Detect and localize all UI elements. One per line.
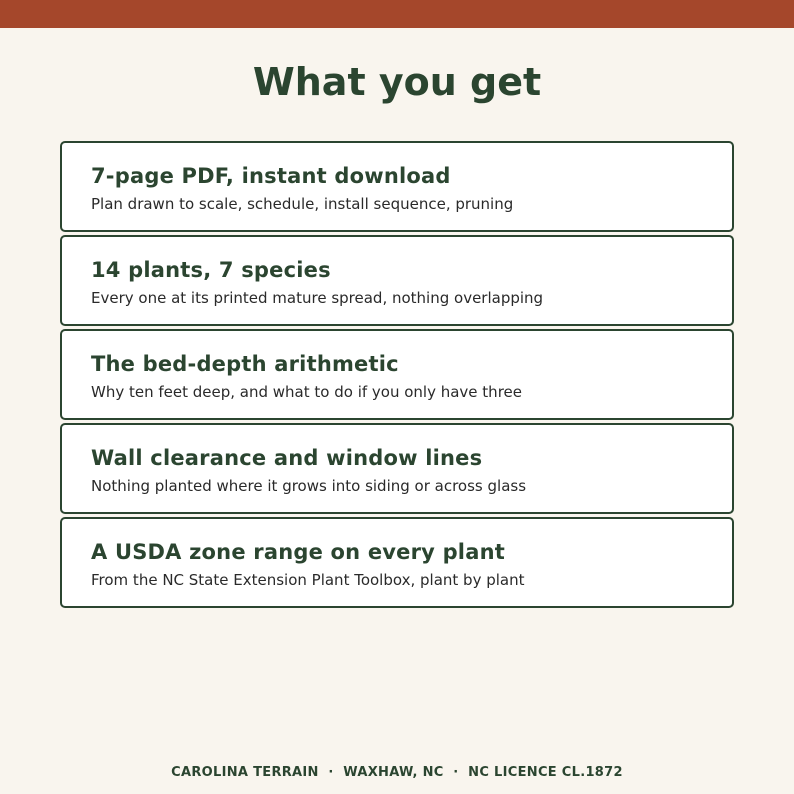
footer-credit: CAROLINA TERRAIN · WAXHAW, NC · NC LICENCE CL.1872 <box>171 765 623 780</box>
feature-card-title: Wall clearance and window lines <box>91 446 483 470</box>
feature-card-title: The bed-depth arithmetic <box>91 352 399 376</box>
feature-card-usda-zone <box>60 517 734 608</box>
page-title: What you get <box>252 60 542 104</box>
feature-card-pdf <box>60 141 734 232</box>
feature-card-description: Nothing planted where it grows into siding or across glass <box>91 477 527 495</box>
feature-card-description: Why ten feet deep, and what to do if you only have three <box>91 383 522 401</box>
feature-card-description: From the NC State Extension Plant Toolbox, plant by plant <box>91 571 525 589</box>
feature-list <box>60 141 734 611</box>
feature-card-bed-depth <box>60 329 734 420</box>
feature-card-description: Plan drawn to scale, schedule, install sequence, pruning <box>91 195 514 213</box>
feature-card-plants <box>60 235 734 326</box>
feature-card-title: A USDA zone range on every plant <box>91 540 505 564</box>
feature-card-title: 14 plants, 7 species <box>91 258 331 282</box>
feature-card-description: Every one at its printed mature spread, nothing overlapping <box>91 289 544 307</box>
feature-card-wall-clearance <box>60 423 734 514</box>
top-accent-bar <box>0 0 794 28</box>
feature-card-title: 7-page PDF, instant download <box>91 164 451 188</box>
